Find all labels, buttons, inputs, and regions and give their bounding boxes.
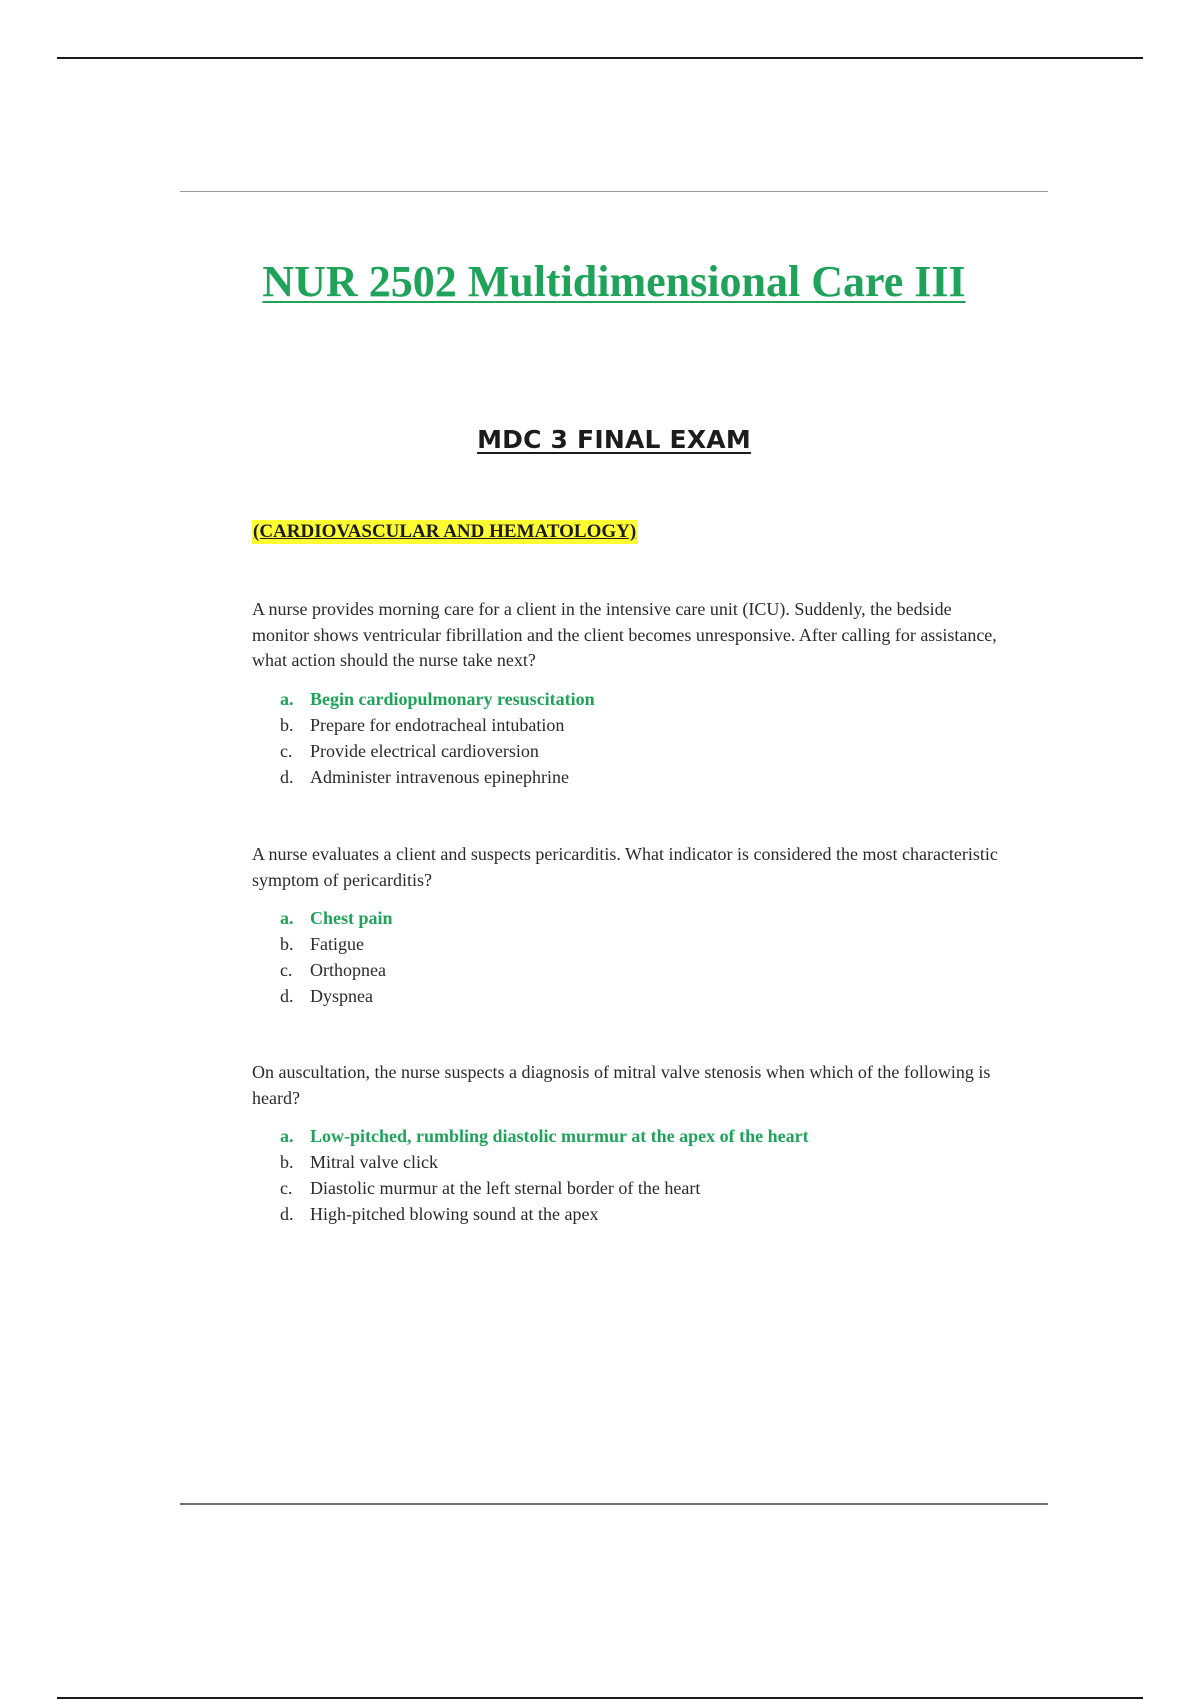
option-letter: c. xyxy=(280,1178,293,1198)
exam-title: MDC 3 FINAL EXAM xyxy=(477,425,751,454)
option-letter: b. xyxy=(280,934,294,954)
option-a-correct xyxy=(280,1123,1012,1149)
header-rule xyxy=(180,191,1048,192)
option-text: Mitral valve click xyxy=(310,1152,438,1172)
option-d xyxy=(280,983,1012,1009)
top-outer-rule xyxy=(57,57,1143,59)
option-letter: a. xyxy=(280,688,294,709)
option-letter: c. xyxy=(280,960,293,980)
option-a-correct xyxy=(280,686,1012,712)
option-text: Low-pitched, rumbling diastolic murmur at the apex of the heart xyxy=(310,1126,809,1146)
option-letter: a. xyxy=(280,1126,294,1146)
document-title: NUR 2502 Multidimensional Care III xyxy=(262,257,966,306)
question-stem: A nurse evaluates a client and suspects pericarditis. What indicator is considered the most characteristic symptom of pericarditis? xyxy=(252,844,998,890)
option-text: Administer intravenous epinephrine xyxy=(310,766,569,787)
option-d xyxy=(280,764,1012,790)
section-title: (CARDIOVASCULAR AND HEMATOLOGY) xyxy=(253,521,637,542)
answer-options xyxy=(252,905,1012,1009)
answer-options xyxy=(252,686,1012,790)
question-3 xyxy=(252,1060,1012,1227)
option-letter: c. xyxy=(280,740,293,761)
answer-options xyxy=(252,1123,1012,1227)
option-letter: a. xyxy=(280,908,294,928)
option-text: Chest pain xyxy=(310,908,393,928)
option-c xyxy=(280,738,1012,764)
option-letter: d. xyxy=(280,986,294,1006)
question-2 xyxy=(252,842,1012,1009)
bottom-outer-rule xyxy=(57,1697,1143,1699)
option-text: Dyspnea xyxy=(310,986,373,1006)
option-c xyxy=(280,957,1012,983)
option-letter: d. xyxy=(280,1204,294,1224)
option-b xyxy=(280,1149,1012,1175)
option-text: Orthopnea xyxy=(310,960,386,980)
option-b xyxy=(280,931,1012,957)
question-stem: A nurse provides morning care for a client in the intensive care unit (ICU). Suddenly, the bedside monitor shows ventricular fibrillation and the client becomes unresponsive. After calling for assistance, what action should the nurse take next? xyxy=(252,599,997,670)
option-b xyxy=(280,712,1012,738)
option-text: Begin cardiopulmonary resuscitation xyxy=(310,688,595,709)
option-letter: d. xyxy=(280,766,294,787)
option-c xyxy=(280,1175,1012,1201)
option-letter: b. xyxy=(280,1152,294,1172)
footer-rule xyxy=(180,1503,1048,1505)
question-1 xyxy=(252,597,1012,790)
option-text: Provide electrical cardioversion xyxy=(310,740,539,761)
option-d xyxy=(280,1201,1012,1227)
option-letter: b. xyxy=(280,714,294,735)
option-text: Diastolic murmur at the left sternal border of the heart xyxy=(310,1178,701,1198)
option-a-correct xyxy=(280,905,1012,931)
question-stem: On auscultation, the nurse suspects a diagnosis of mitral valve stenosis when which of the following is heard? xyxy=(252,1062,991,1108)
option-text: Prepare for endotracheal intubation xyxy=(310,714,565,735)
option-text: Fatigue xyxy=(310,934,364,954)
option-text: High-pitched blowing sound at the apex xyxy=(310,1204,599,1224)
